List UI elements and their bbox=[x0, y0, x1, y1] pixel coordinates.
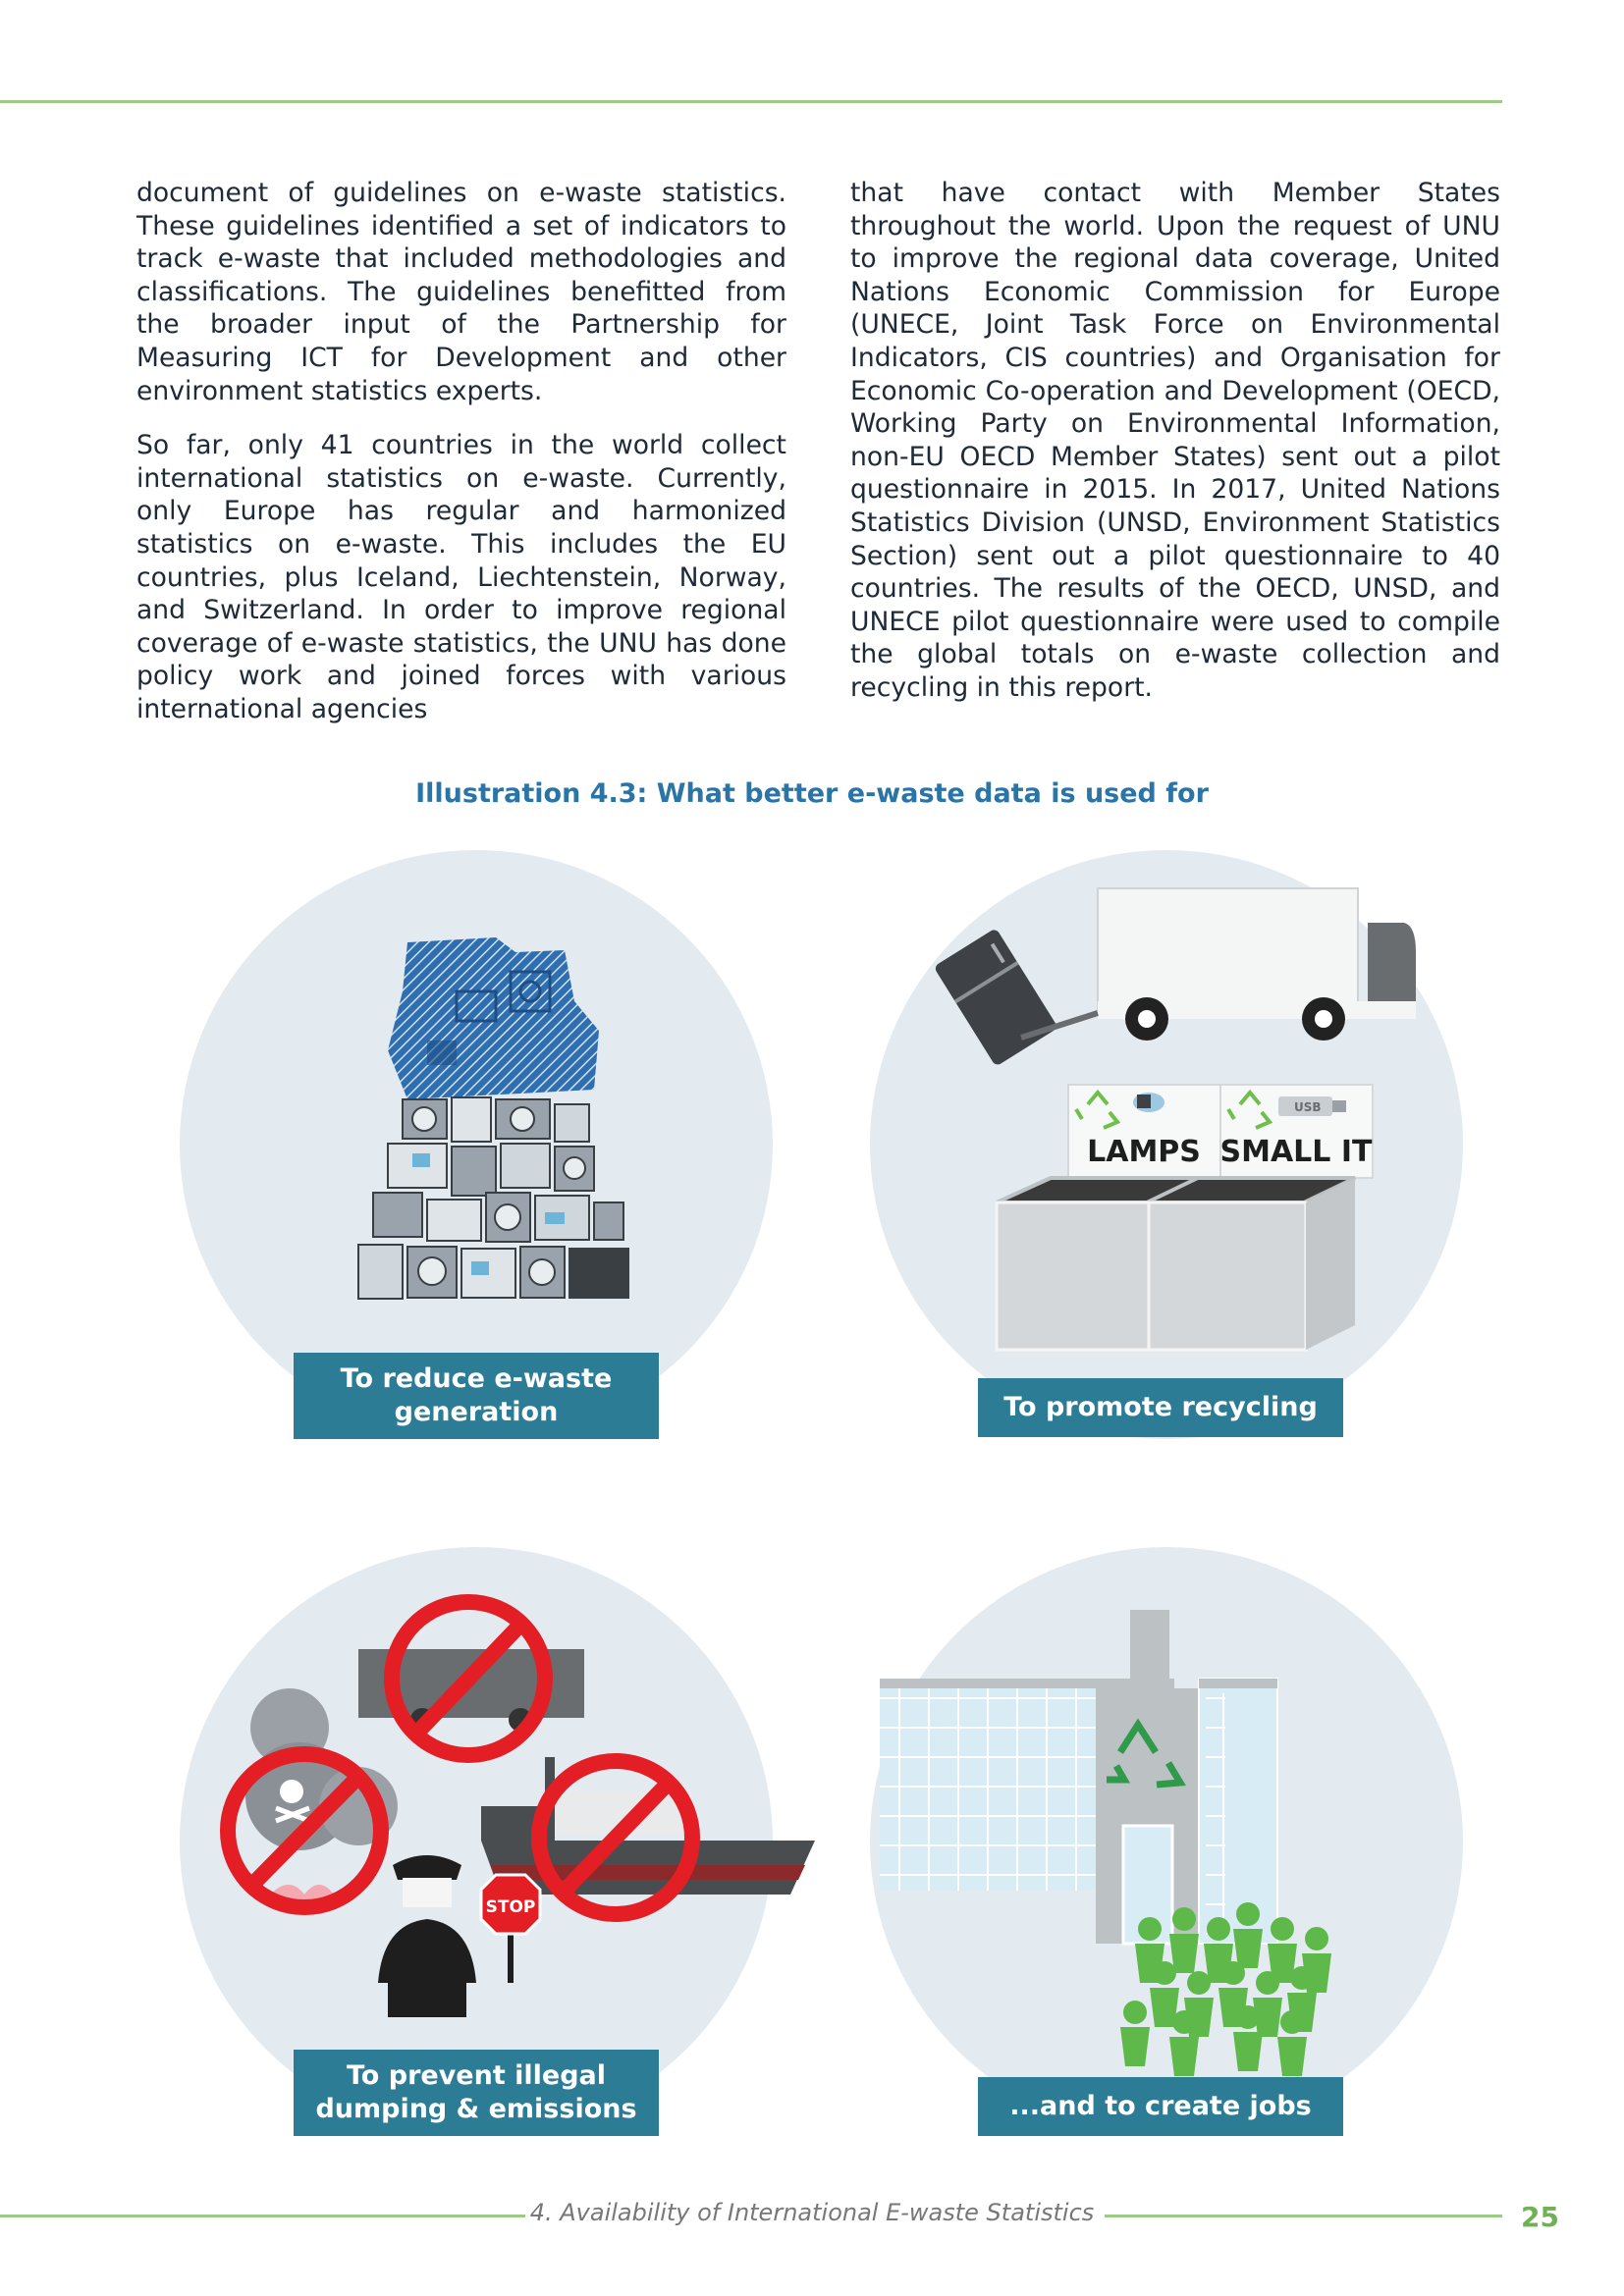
caption-reduce bbox=[294, 1353, 659, 1439]
caption-prevent-line2: dumping & emissions bbox=[315, 2094, 637, 2124]
caption-prevent bbox=[294, 2050, 659, 2136]
caption-reduce-line1: To reduce e-waste bbox=[340, 1363, 613, 1394]
e-waste-pile-icon bbox=[349, 933, 643, 1310]
stop-label: STOP bbox=[485, 1897, 536, 1917]
recycling-bins-icon bbox=[997, 1178, 1355, 1350]
usb-label: USB bbox=[1294, 1100, 1322, 1114]
header-rule bbox=[0, 100, 1502, 103]
footer-chapter-title: 4. Availability of International E-waste Statistics bbox=[529, 2199, 1095, 2226]
bin-label-small-it: SMALL IT bbox=[1219, 1135, 1373, 1169]
page-number: 25 bbox=[1521, 2201, 1559, 2233]
text-column-right bbox=[850, 177, 1500, 726]
bin-label-lamps: LAMPS bbox=[1087, 1135, 1201, 1169]
illustration-title: Illustration 4.3: What better e-waste data is used for bbox=[415, 778, 1209, 809]
recycling-facility-illustration bbox=[870, 1580, 1463, 2101]
lamp-icon bbox=[1133, 1093, 1164, 1112]
police-officer-icon bbox=[378, 1855, 476, 2017]
caption-recycle: To promote recycling bbox=[978, 1378, 1343, 1437]
stop-sign-icon bbox=[481, 1875, 540, 1983]
caption-prevent-line1: To prevent illegal bbox=[346, 2060, 607, 2091]
truck-and-bins-illustration bbox=[913, 879, 1424, 1369]
truck-icon bbox=[1098, 888, 1416, 1041]
ship-icon bbox=[481, 1757, 815, 1895]
paragraph: that have contact with Member States throughout the world. Upon the request of UNU to improve the regional data coverage, United Nations Economic Commission for Europe (UNECE, Joint Task Force on Environmental Indicators, CIS countries) and Organisation for Economic Co-operation and Development (OECD, Working Party on Environmental Information, non-EU OECD Member States) sent out a pilot questionnaire in 2015. In 2017, United Nations Statistics Division (UNSD, Environment Statistics Section) sent out a pilot questionnaire to 40 countries. The results of the OECD, UNSD, and UNECE pilot questionnaire were used to compile the global totals on e-waste collection and recycling in this report. bbox=[850, 178, 1500, 703]
caption-jobs: ...and to create jobs bbox=[978, 2077, 1343, 2136]
caption-reduce-line2: generation bbox=[394, 1397, 559, 1427]
prevent-dumping-illustration bbox=[211, 1580, 830, 2042]
fridge-icon bbox=[934, 928, 1058, 1067]
workers-icon bbox=[1120, 1902, 1331, 2076]
paragraph: document of guidelines on e-waste statistics. These guidelines identified a set of indicators to track e-waste that included methodologies and classifications. The guidelines benefitted from the broader input of the Partnership for Measuring ICT for Development and other environment statistics experts. bbox=[136, 178, 786, 406]
paragraph: So far, only 41 countries in the world collect international statistics on e-waste. Currently, only Europe has regular and harmonized statistics on e-waste. This includes the EU countries, plus Iceland, Liechtenstein, Norway, and Switzerland. In order to improve regional coverage of e-waste statistics, the UNU has done policy work and joined forces with various international agencies bbox=[136, 430, 786, 724]
text-column-left bbox=[136, 177, 786, 748]
